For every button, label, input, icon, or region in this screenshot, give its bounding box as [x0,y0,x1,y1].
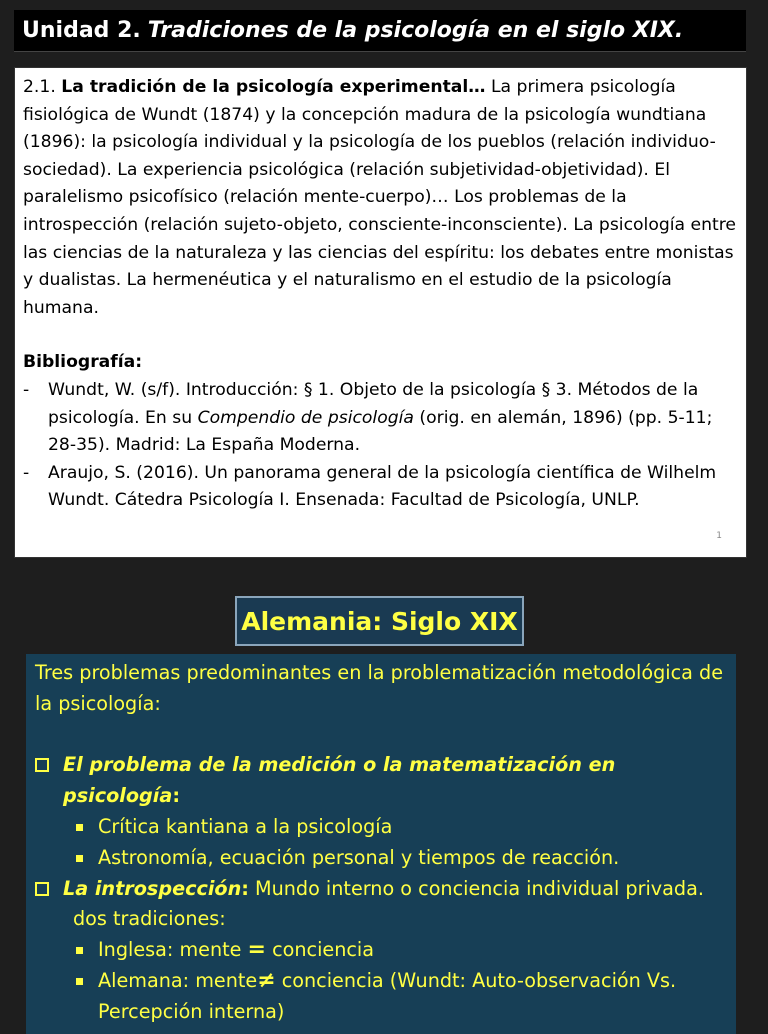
sub-item [35,966,726,1028]
sub-item [35,843,726,874]
slide-2 [0,572,768,1024]
t1-text-b: conciencia [265,938,375,962]
problem2-colon: : [241,876,249,900]
square-bullet-icon [76,978,83,985]
slide-heading: Alemania: Siglo XIX [235,596,524,646]
slide-body [26,654,736,1034]
sub-item [35,935,726,966]
problem-item [35,750,726,812]
bib1-book-title: Compendio de psicología [197,407,414,428]
problem2-text: Mundo interno o conciencia individual privada. [248,876,704,900]
section-heading: La tradición de la psicología experimental… [61,77,486,97]
not-equal-symbol: ≠ [257,967,276,993]
square-bullet-icon [76,855,83,862]
spacer [35,720,726,751]
sub-item-text: Crítica kantiana a la psicología [98,814,393,838]
problem-item [35,874,726,905]
square-bullet-icon [76,824,83,831]
problem2-label: La introspección [63,876,242,900]
problem1-text: El problema de la medición o la matematización en psicología [63,753,616,808]
sub-item [35,812,726,843]
tradiciones-label: dos tradiciones: [73,907,226,931]
bullet-dash: - [23,462,30,483]
bib2-text: Araujo, S. (2016). Un panorama general de la psicología científica de Wilhelm Wundt. Cátedra Psicología I. Ensenada: Facultad de Psicología, UNLP. [48,462,717,511]
square-bullet-icon [76,947,83,954]
content-box [14,67,747,558]
intro-text: Tres problemas predominantes en la problematización metodológica de la psicología: [35,661,724,715]
equals-symbol: = [247,937,266,963]
checkbox-bullet-icon [35,882,49,896]
slide-number: 1 [716,531,722,542]
sub-item-text: Astronomía, ecuación personal y tiempos de reacción. [98,845,620,869]
bibliography-title: Bibliografía: [23,352,143,373]
bib1-text-b: (orig. en alemán, 1896) (pp. 5-11; 28-35). Madrid: La España Moderna. [48,407,713,456]
section-paragraph [23,74,736,322]
bibliography-item [23,377,736,460]
section-text: La primera psicología fisiológica de Wundt (1874) y la concepción madura de la psicología wundtiana (1896): la psicología individual y la psicología de los pueblos (relación individuo-sociedad). La experiencia psicológica (relación subjetividad-objetividad). El paralelismo psicofísico (relación mente-cuerpo)… Los problemas de la introspección (relación sujeto-objeto, consciente-inconsciente). La psicología entre las ciencias de la naturaleza y las ciencias del espíritu: los debates entre monistas y dualistas. La hermenéutica y el naturalismo en el estudio de la psicología humana. [23,77,736,318]
t2-text-b: conciencia (Wundt: Auto-observación Vs. Percepción interna) [98,968,677,1023]
section-label: 2.1. [23,77,56,97]
t2-text-a: Alemana: mente [98,968,258,992]
bibliography-item [23,460,736,515]
bullet-dash: - [23,379,30,400]
t1-text-a: Inglesa: mente [98,938,248,962]
checkbox-bullet-icon [35,758,49,772]
bib1-text-a: Wundt, W. (s/f). Introducción: § 1. Objeto de la psicología § 3. Métodos de la psicología. En su [48,379,699,428]
title-text: Tradiciones de la psicología en el siglo XIX. [147,18,684,43]
problem1-colon: : [172,784,180,808]
title-unit: Unidad 2. [22,18,141,43]
slide-title [14,10,746,52]
